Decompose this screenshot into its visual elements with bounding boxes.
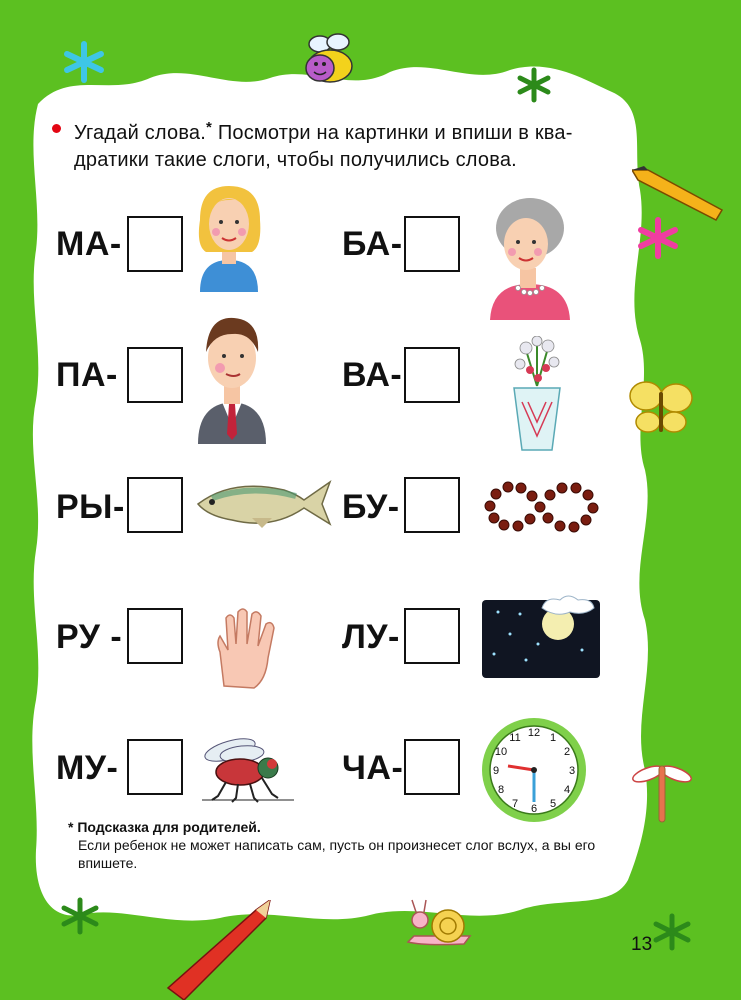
- answer-box[interactable]: [127, 477, 183, 533]
- answer-box[interactable]: [127, 216, 183, 272]
- svg-text:6: 6: [530, 803, 538, 815]
- leaf-decoration-icon: [652, 912, 692, 952]
- syllable-label: МУ-: [56, 749, 119, 787]
- leaf-decoration-icon: [60, 896, 100, 936]
- syllable-label: РЫ-: [56, 488, 125, 526]
- page-number: 13: [631, 934, 653, 955]
- svg-text:10: 10: [494, 746, 508, 758]
- man-icon: [194, 306, 270, 444]
- answer-box[interactable]: [127, 347, 183, 403]
- svg-text:7: 7: [511, 798, 519, 810]
- flower-decoration-icon: [62, 40, 106, 84]
- answer-box[interactable]: [127, 739, 183, 795]
- syllable-label: ПА-: [56, 356, 118, 394]
- svg-text:2: 2: [563, 746, 571, 758]
- syllable-label: ВА-: [342, 356, 403, 394]
- answer-box[interactable]: [404, 739, 460, 795]
- answer-box[interactable]: [404, 216, 460, 272]
- instruction-text: Угадай слова.* Посмотри на картинки и впиши в ква- дратики такие слоги, чтобы получились слова.: [74, 119, 573, 171]
- pink-flower-decoration-icon: [636, 216, 680, 260]
- fly-icon: [196, 732, 296, 804]
- syllable-label: МА-: [56, 225, 122, 263]
- svg-text:1: 1: [549, 732, 557, 744]
- snail-decoration-icon: [404, 896, 476, 950]
- red-pencil-decoration-icon: [160, 900, 280, 1000]
- syllable-label: ЛУ-: [342, 618, 400, 656]
- hint-title: * Подсказка для родителей.: [68, 819, 261, 835]
- syllable-label: БУ-: [342, 488, 400, 526]
- hint-body: Если ребенок не может написать сам, пусть он произнесет слог вслух, а вы его впишете.: [78, 837, 596, 871]
- pencil-decoration-icon: [632, 164, 732, 224]
- svg-text:4: 4: [563, 784, 571, 796]
- vase-icon: [508, 336, 566, 454]
- leaf-decoration-icon: [516, 66, 552, 104]
- syllable-label: РУ -: [56, 618, 123, 656]
- answer-box[interactable]: [404, 347, 460, 403]
- svg-text:12: 12: [527, 727, 541, 739]
- moon-icon: [480, 594, 604, 680]
- answer-box[interactable]: [127, 608, 183, 664]
- parents-hint: [68, 818, 628, 872]
- syllable-label: БА-: [342, 225, 403, 263]
- hand-icon: [214, 606, 278, 690]
- answer-box[interactable]: [404, 608, 460, 664]
- woman-icon: [190, 180, 268, 292]
- svg-text:5: 5: [549, 798, 557, 810]
- fish-icon: [192, 474, 332, 530]
- grandmother-icon: [486, 192, 572, 320]
- svg-text:9: 9: [492, 765, 500, 777]
- answer-box[interactable]: [404, 477, 460, 533]
- svg-text:8: 8: [497, 784, 505, 796]
- butterfly-decoration-icon: [626, 376, 696, 440]
- svg-text:11: 11: [509, 732, 521, 744]
- bee-decoration-icon: [300, 30, 360, 86]
- dragonfly-decoration-icon: [630, 756, 694, 826]
- svg-text:3: 3: [568, 765, 576, 777]
- syllable-label: ЧА-: [342, 749, 404, 787]
- beads-icon: [480, 478, 604, 536]
- clock-icon: [480, 716, 588, 824]
